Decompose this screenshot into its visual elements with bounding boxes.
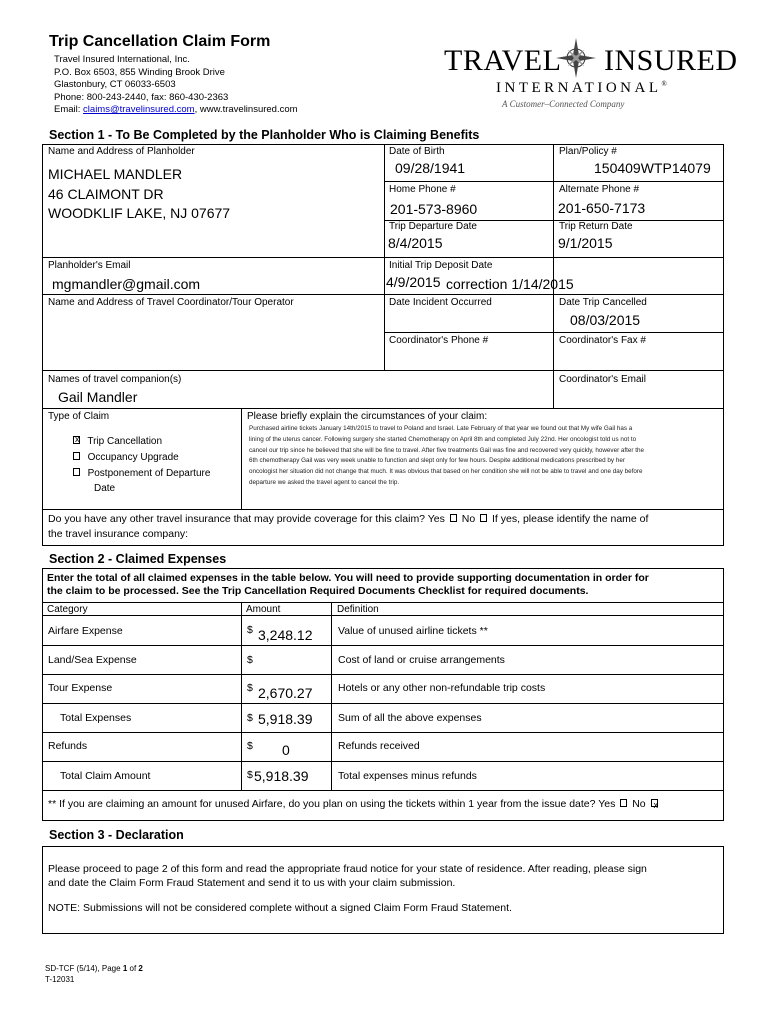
explain-line: cancel our trip since he believed that she will be fine to travel. After five treatments Gail was fine and recovered very quickly, however after the [249, 446, 645, 454]
declaration-note: NOTE: Submissions will not be considered complete without a signed Claim Form Fraud Statement. [48, 902, 512, 914]
policy-field[interactable]: 150409WTP14079 [594, 160, 711, 176]
divider [42, 790, 724, 791]
claim-type-label: Type of Claim [48, 411, 110, 422]
claim-option-occupancy-upgrade[interactable] [71, 452, 179, 463]
option-label: Trip Cancellation [87, 436, 163, 447]
website-text: , www.travelinsured.com [194, 104, 298, 116]
divider [42, 257, 724, 258]
explain-line: oncologist her situation did not change that much. It was obvious that based on her condition she will not be able to travel and one day before [249, 468, 643, 476]
form-code [45, 964, 143, 973]
currency-symbol: $ [247, 682, 253, 694]
return-label: Trip Return Date [559, 221, 633, 232]
column-header-category: Category [47, 604, 88, 615]
coord-phone-label: Coordinator's Phone # [389, 335, 489, 346]
no-label: No [461, 513, 476, 525]
column-header-amount: Amount [246, 604, 281, 615]
divider [42, 732, 724, 733]
column-header-definition: Definition [337, 604, 379, 615]
divider [42, 674, 724, 675]
return-field[interactable]: 9/1/2015 [558, 235, 613, 251]
registered-mark: ® [661, 80, 671, 88]
explain-line: lining of the uterus cancer. Following surgery she started Chemotherapy on April 8th and completed July 22nd. Her oncologist told us not to [249, 435, 637, 443]
name-address-label: Name and Address of Planholder [48, 146, 195, 157]
divider [42, 408, 724, 409]
dob-label: Date of Birth [389, 146, 445, 157]
tour-amount-field[interactable]: 2,670.27 [258, 685, 313, 701]
home-phone-label: Home Phone # [389, 184, 456, 195]
company-line: Phone: 800-243-2440, fax: 860-430-2363 [54, 91, 229, 103]
other-insurance-question [48, 513, 648, 525]
divider [42, 615, 724, 616]
explain-line: departure we asked the travel agent to cancel the trip. [249, 478, 400, 486]
row-definition: Hotels or any other non-refundable trip costs [338, 682, 546, 694]
row-category: Airfare Expense [48, 625, 123, 637]
divider [42, 645, 724, 646]
divider [42, 370, 724, 371]
cancelled-label: Date Trip Cancelled [559, 297, 647, 308]
divider [42, 294, 724, 295]
logo-word-insured: INSURED [604, 44, 738, 77]
claim-option-trip-cancellation[interactable] [71, 436, 162, 447]
email-label: Planholder's Email [48, 260, 131, 271]
form-code-2: T-12031 [45, 975, 75, 984]
company-line: Glastonbury, CT 06033-6503 [54, 79, 176, 91]
currency-symbol: $ [247, 712, 253, 724]
refunds-field[interactable]: 0 [282, 742, 290, 758]
compass-star-icon [556, 38, 596, 78]
declaration-text [48, 862, 647, 890]
page-of: of [127, 964, 139, 973]
departure-field[interactable]: 8/4/2015 [388, 235, 443, 251]
expenses-instructions [47, 572, 649, 598]
home-phone-field[interactable]: 201-573-8960 [390, 201, 478, 217]
divider [384, 181, 724, 182]
deposit-field[interactable]: 4/9/2015 [386, 274, 441, 290]
form-title: Trip Cancellation Claim Form [49, 33, 271, 50]
coord-email-label: Coordinator's Email [559, 374, 646, 385]
planholder-email-field[interactable]: mgmandler@gmail.com [52, 276, 201, 292]
departure-label: Trip Departure Date [389, 221, 477, 232]
currency-symbol: $ [247, 654, 253, 666]
check-mark: x [75, 434, 80, 444]
company-line: Travel Insured International, Inc. [54, 54, 190, 65]
section1-heading: Section 1 - To Be Completed by the Planholder Who is Claiming Benefits [49, 128, 480, 142]
cancelled-field[interactable]: 08/03/2015 [570, 312, 641, 328]
row-definition: Value of unused airline tickets ** [338, 625, 488, 637]
coordinator-label: Name and Address of Travel Coordinator/Tour Operator [48, 297, 294, 308]
policy-label: Plan/Policy # [559, 146, 617, 157]
divider [42, 602, 724, 603]
question-text: ** If you are claiming an amount for unused Airfare, do you plan on using the tickets within 1 year from the issue date? Yes [48, 798, 616, 810]
option-label: Postponement of Departure [87, 468, 211, 479]
declaration-box [42, 846, 724, 934]
page-total: 2 [138, 964, 143, 973]
page-number: 1 [122, 964, 128, 973]
explain-line: Purchased airline tickets January 14th/2015 to travel to Poland and Israel. Late February of that year we found out that My wife Gail has a [249, 425, 633, 432]
deposit-correction[interactable]: correction 1/14/2015 [446, 276, 574, 292]
divider [241, 602, 242, 790]
section2-heading: Section 2 - Claimed Expenses [49, 552, 227, 566]
airfare-usage-question [48, 798, 660, 810]
checkbox-airfare-no[interactable] [651, 799, 659, 811]
divider [241, 408, 242, 509]
dob-field[interactable]: 09/28/1941 [395, 160, 466, 176]
planholder-address-line1[interactable]: 46 CLAIMONT DR [48, 186, 164, 202]
claim-option-postponement[interactable] [71, 468, 210, 479]
currency-symbol: $ [247, 769, 253, 781]
logo-international: INTERNATIONAL [496, 80, 662, 96]
total-claim-field[interactable]: 5,918.39 [254, 768, 309, 784]
companions-label: Names of travel companion(s) [48, 374, 182, 385]
divider [384, 332, 724, 333]
company-address [54, 54, 298, 117]
row-category: Total Expenses [60, 712, 132, 724]
explain-line: 6th chemotherapy Gail was very week unable to function and slept only for few hours. Despite additional medications prescribed by her [249, 457, 625, 465]
currency-symbol: $ [247, 740, 253, 752]
companion-field[interactable]: Gail Mandler [58, 389, 138, 405]
row-category: Tour Expense [48, 682, 113, 694]
coord-fax-label: Coordinator's Fax # [559, 335, 646, 346]
expenses-table [42, 568, 724, 821]
checkbox-airfare-yes[interactable] [620, 799, 627, 807]
section3-heading: Section 3 - Declaration [49, 828, 184, 842]
checkbox-other-insurance-yes[interactable] [450, 514, 457, 522]
row-category: Refunds [48, 740, 88, 752]
checkbox-occupancy-upgrade[interactable] [73, 452, 80, 460]
declaration-line: Please proceed to page 2 of this form and read the appropriate fraud notice for your state of residence. After reading, please sign [48, 863, 647, 875]
planholder-address-line2[interactable]: WOODKLIF LAKE, NJ 07677 [48, 205, 231, 221]
checkbox-other-insurance-no[interactable] [480, 514, 487, 522]
currency-symbol: $ [247, 624, 253, 636]
email-prefix: Email: [54, 104, 84, 116]
form-code-text: SD-TCF (5/14), Page [45, 964, 123, 973]
alt-phone-field[interactable]: 201-650-7173 [558, 200, 646, 216]
instruction-line: the claim to be processed. See the Trip Cancellation Required Documents Checklist for required documents. [47, 585, 589, 597]
divider [42, 509, 724, 510]
claims-email-link[interactable]: claims@travelinsured.com [83, 104, 195, 116]
explain-field[interactable] [249, 424, 721, 489]
divider [331, 602, 332, 790]
row-definition: Cost of land or cruise arrangements [338, 654, 505, 666]
check-mark: x [653, 800, 659, 811]
row-definition: Sum of all the above expenses [338, 712, 482, 724]
company-line: P.O. Box 6503, 855 Winding Brook Drive [54, 66, 225, 78]
question-text: Do you have any other travel insurance that may provide coverage for this claim? Yes [48, 513, 445, 525]
deposit-label: Initial Trip Deposit Date [389, 260, 493, 271]
alt-phone-label: Alternate Phone # [559, 184, 640, 195]
company-email-line [54, 104, 298, 117]
claim-option-postponement-line2: Date [94, 483, 116, 494]
no-label: No [632, 798, 646, 810]
company-logo [432, 36, 738, 116]
total-expenses-field[interactable]: 5,918.39 [258, 711, 313, 727]
row-definition: Total expenses minus refunds [338, 770, 477, 782]
checkbox-postponement[interactable] [73, 468, 80, 476]
instruction-line: Enter the total of all claimed expenses in the table below. You will need to provide supporting documentation in order for [47, 572, 649, 584]
incident-label: Date Incident Occurred [389, 297, 492, 308]
logo-word-travel: TRAVEL [444, 44, 562, 77]
option-label: Occupancy Upgrade [87, 452, 179, 463]
other-insurance-line2: the travel insurance company: [48, 528, 189, 540]
row-category: Land/Sea Expense [48, 654, 137, 666]
logo-subline [496, 80, 670, 97]
airfare-amount-field[interactable]: 3,248.12 [258, 627, 313, 643]
explain-label: Please briefly explain the circumstances of your claim: [247, 411, 488, 422]
planholder-name[interactable]: MICHAEL MANDLER [48, 166, 183, 182]
declaration-line: and date the Claim Form Fraud Statement and send it to us with your claim submission. [48, 877, 456, 889]
logo-tagline: A Customer–Connected Company [502, 99, 625, 109]
divider [42, 761, 724, 762]
question-tail: If yes, please identify the name of [492, 513, 649, 525]
divider [42, 703, 724, 704]
row-definition: Refunds received [338, 740, 420, 752]
row-category: Total Claim Amount [60, 770, 151, 782]
